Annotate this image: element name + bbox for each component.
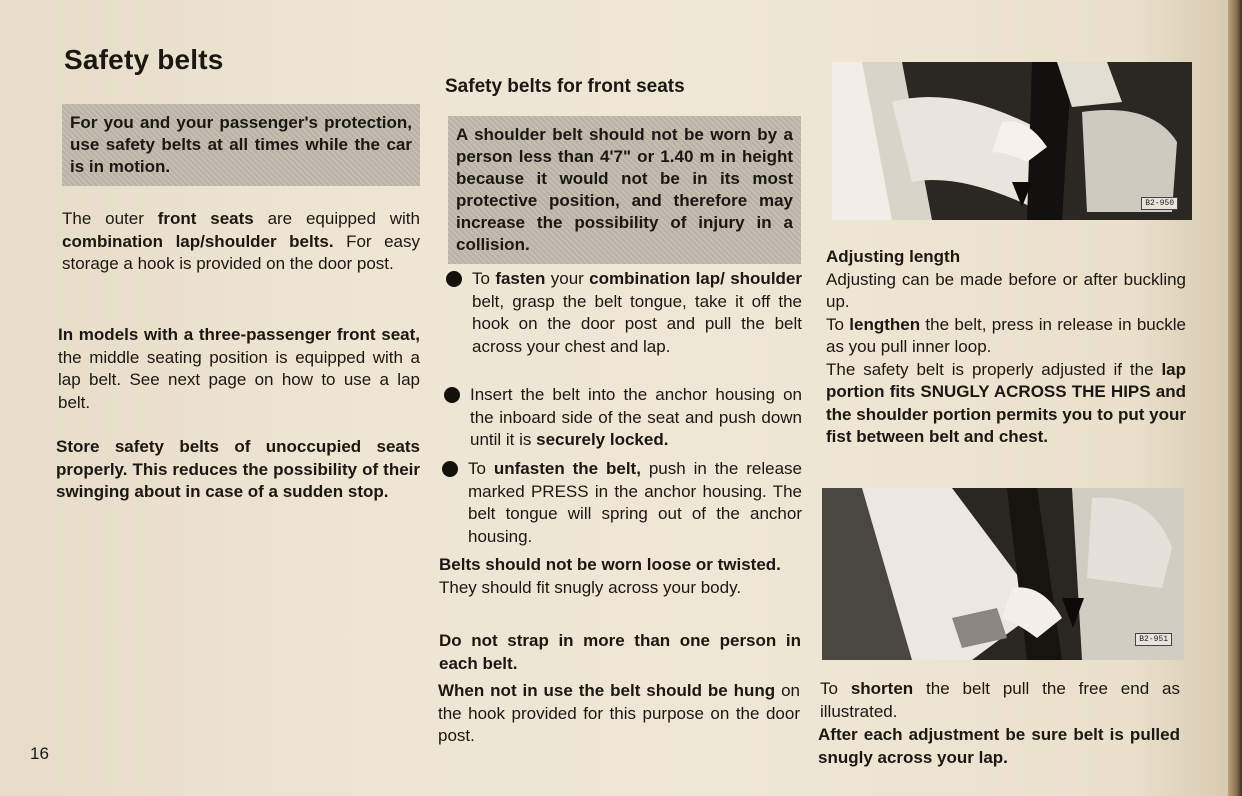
middle-paragraph-strap: Do not strap in more than one person in each belt. (439, 631, 801, 673)
page-title: Safety belts (64, 44, 224, 75)
text: belt, grasp the belt tongue, take it off the hook on the door post and pull the belt across your chest and lap. (472, 291, 802, 356)
text: the belt pull the free end as illustrated. (820, 679, 1180, 721)
left-paragraph-1 (62, 208, 420, 276)
adjust-lengthen (826, 314, 1186, 359)
bold-text: Belts should not be worn loose or twisted. (439, 555, 781, 574)
middle-paragraph-hook (438, 680, 800, 748)
bold-text: fasten (495, 269, 546, 288)
list-item (444, 384, 802, 452)
bold-text: In models with a three-passenger front seat, (58, 325, 420, 344)
photo-illustration (822, 488, 1184, 660)
text: To (820, 679, 851, 698)
adjust-proper (826, 359, 1186, 449)
text: The safety belt is properly adjusted if the (826, 359, 1162, 379)
text: To (472, 269, 496, 288)
bullet-icon (442, 461, 458, 477)
bullet-icon (444, 387, 460, 403)
text: the middle seating position is equipped with a lap belt. See next page on how to use a lap belt. (58, 347, 420, 412)
photo-lengthen-belt (832, 62, 1192, 220)
page-edge (1228, 0, 1242, 796)
list-item-text (470, 384, 802, 452)
bold-text: shorten (850, 679, 914, 698)
page-number: 16 (30, 744, 49, 763)
adjusting-section (826, 246, 1186, 449)
text: To (826, 314, 850, 334)
left-paragraph-3: Store safety belts of unoccupied seats properly. This reduces the possibility of their swinging about in case of a sudden stop. (56, 437, 420, 501)
text: push in the release marked PRESS in the anchor housing. The belt tongue will spring out of the anchor housing. (468, 459, 802, 546)
list-item-text (472, 268, 802, 358)
middle-paragraph-loose (439, 554, 801, 599)
bold-text: combination lap/ shoulder (589, 269, 802, 288)
text: To (468, 459, 494, 478)
middle-highlight-box: A shoulder belt should not be worn by a person less than 4'7" or 1.40 m in height because it would not be in its most protective position, and therefore may increase the possibility of injury in a collision. (448, 116, 801, 264)
photo-illustration (832, 62, 1192, 220)
bold-text: When not in use the belt should be hung (438, 681, 776, 700)
text: are equipped with (253, 209, 420, 228)
bold-text: combination lap/shoulder belts. (62, 231, 334, 251)
list-item (446, 268, 802, 358)
text: your (545, 269, 590, 288)
list-item (442, 458, 802, 548)
text: Adjusting can be made before or after buckling up. (826, 269, 1186, 311)
bold-text: unfasten the belt, (493, 459, 641, 478)
text: The outer (62, 209, 158, 228)
text: the belt, press in release in buckle as you pull inner loop. (826, 314, 1186, 356)
text: They should fit snugly across your body. (439, 577, 742, 597)
shorten-paragraph (820, 678, 1180, 723)
photo-shorten-belt (822, 488, 1184, 660)
bold-text: lengthen (849, 314, 921, 334)
section-heading: Safety belts for front seats (445, 76, 685, 97)
bullet-icon (446, 271, 462, 287)
photo-label: B2-950 (1141, 197, 1178, 210)
text: For easy storage a hook is provided on the door post. (62, 231, 420, 273)
bold-text: securely locked. (536, 430, 669, 449)
text: on the hook provided for this purpose on the door post. (438, 681, 800, 745)
left-paragraph-2 (58, 324, 420, 414)
list-item-text (468, 458, 802, 548)
after-adjustment-paragraph: After each adjustment be sure belt is pulled snugly across your lap. (818, 725, 1180, 767)
text: Insert the belt into the anchor housing on the inboard side of the seat and push down until it is (470, 385, 802, 449)
photo-label: B2-951 (1135, 633, 1172, 646)
left-highlight-box: For you and your passenger's protection, use safety belts at all times while the car is in motion. (62, 104, 420, 186)
adjusting-heading: Adjusting length (826, 247, 961, 266)
bold-text: lap portion fits SNUGLY ACROSS THE HIPS and the shoulder portion permits you to put your fist between belt and chest. (826, 359, 1186, 446)
bold-text: front seats (157, 209, 254, 228)
